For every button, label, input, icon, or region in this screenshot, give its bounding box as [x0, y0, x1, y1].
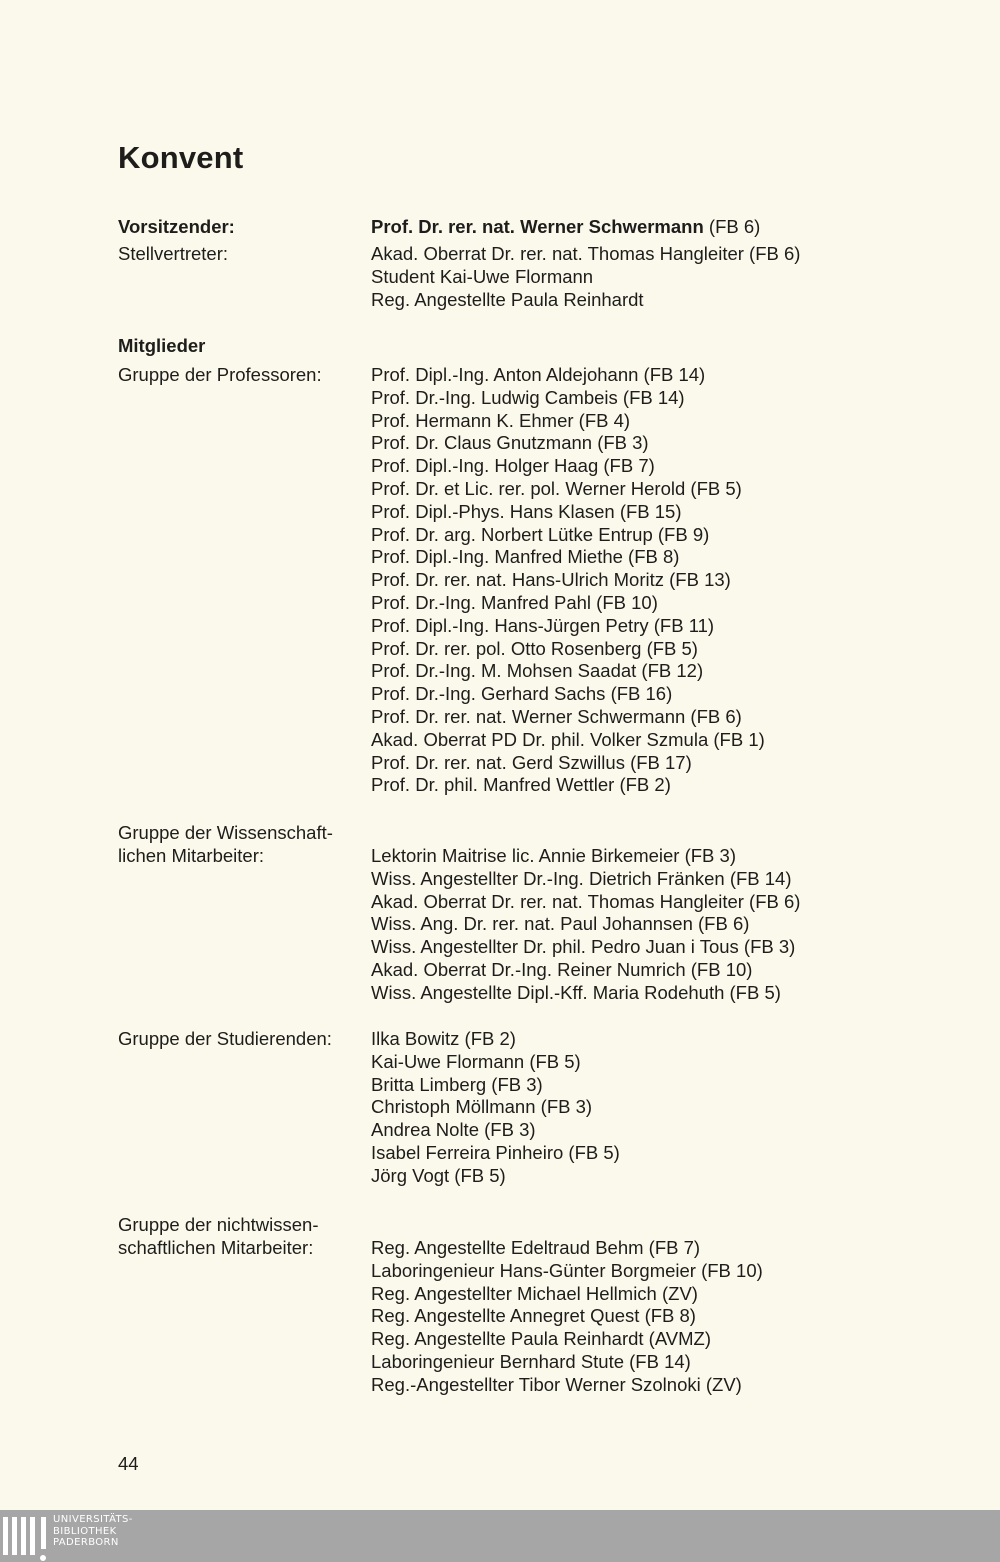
list-item: Akad. Oberrat Dr. rer. nat. Thomas Hangleiter (FB 6): [371, 890, 801, 912]
list-item: Prof. Dr.-Ing. Manfred Pahl (FB 10): [371, 591, 658, 613]
list-item: Laboringenieur Hans-Günter Borgmeier (FB 10): [371, 1259, 763, 1281]
list-item: Prof. Dr.-Ing. Ludwig Cambeis (FB 14): [371, 386, 685, 408]
library-name: [53, 1514, 133, 1549]
list-item: Prof. Dr. Claus Gnutzmann (FB 3): [371, 432, 649, 454]
group-label: Gruppe der Professoren:: [118, 364, 322, 385]
chair-name: Prof. Dr. rer. nat. Werner Schwermann: [371, 216, 704, 237]
list-item: Prof. Dr. et Lic. rer. pol. Werner Herold (FB 5): [371, 477, 742, 499]
list-item: Prof. Dr.-Ing. Gerhard Sachs (FB 16): [371, 683, 673, 705]
list-item: Kai-Uwe Flormann (FB 5): [371, 1050, 581, 1072]
list-item: Laboringenieur Bernhard Stute (FB 14): [371, 1350, 691, 1372]
list-item: Prof. Dr. rer. nat. Gerd Szwillus (FB 17): [371, 751, 692, 773]
list-item: Britta Limberg (FB 3): [371, 1073, 543, 1095]
list-item: Christoph Möllmann (FB 3): [371, 1096, 593, 1118]
library-name-line: BIBLIOTHEK: [53, 1525, 117, 1537]
list-item: Student Kai-Uwe Flormann: [371, 265, 594, 287]
list-item: Wiss. Angestellter Dr.-Ing. Dietrich Fränken (FB 14): [371, 867, 792, 889]
list-item: Prof. Dr. arg. Norbert Lütke Entrup (FB 9): [371, 523, 710, 545]
list-item: Prof. Dr. rer. nat. Hans-Ulrich Moritz (FB 13): [371, 569, 731, 591]
members-heading: Mitglieder: [118, 335, 206, 356]
list-item: Prof. Dipl.-Ing. Manfred Miethe (FB 8): [371, 546, 680, 568]
library-name-line: PADERBORN: [53, 1537, 119, 1548]
list-item: Prof. Dr. phil. Manfred Wettler (FB 2): [371, 774, 671, 796]
list-item: Wiss. Angestellter Dr. phil. Pedro Juan i Tous (FB 3): [371, 936, 796, 958]
list-item: Prof. Dr. rer. pol. Otto Rosenberg (FB 5): [371, 637, 698, 659]
library-footer: [0, 1510, 1000, 1562]
list-item: Prof. Hermann K. Ehmer (FB 4): [371, 409, 631, 431]
list-item: Isabel Ferreira Pinheiro (FB 5): [371, 1141, 620, 1163]
list-item: Wiss. Ang. Dr. rer. nat. Paul Johannsen (FB 6): [371, 913, 750, 935]
page-number: 44: [118, 1453, 139, 1474]
list-item: Andrea Nolte (FB 3): [371, 1119, 536, 1141]
group-label: [118, 1214, 368, 1260]
list-item: Prof. Dr.-Ing. M. Mohsen Saadat (FB 12): [371, 660, 704, 682]
list-item: Lektorin Maitrise lic. Annie Birkemeier (FB 3): [371, 845, 736, 866]
chair-value: [371, 216, 971, 239]
deputy-list: [371, 243, 971, 311]
list-item: Reg.-Angestellter Tibor Werner Szolnoki (ZV): [371, 1373, 742, 1395]
group-member-list: [371, 1028, 971, 1188]
list-item: Akad. Oberrat Dr.-Ing. Reiner Numrich (FB 10): [371, 958, 753, 980]
page-title: Konvent: [118, 140, 244, 175]
list-item: Prof. Dipl.-Phys. Hans Klasen (FB 15): [371, 500, 682, 522]
group-label: [118, 822, 368, 868]
deputy-label: Stellvertreter:: [118, 243, 229, 264]
list-item: Jörg Vogt (FB 5): [371, 1164, 506, 1186]
chair-label: Vorsitzender:: [118, 216, 235, 237]
group-label: Gruppe der Studierenden:: [118, 1028, 332, 1049]
list-item: Prof. Dr. rer. nat. Werner Schwermann (FB 6): [371, 705, 742, 727]
list-item: Prof. Dipl.-Ing. Holger Haag (FB 7): [371, 455, 655, 477]
group-label-line: Gruppe der nichtwissen-: [118, 1214, 319, 1235]
group-member-list: [371, 364, 971, 797]
list-item: Reg. Angestellter Michael Hellmich (ZV): [371, 1282, 698, 1304]
list-item: Prof. Dipl.-Ing. Anton Aldejohann (FB 14): [371, 364, 706, 385]
list-item: Wiss. Angestellte Dipl.-Kff. Maria Rodehuth (FB 5): [371, 981, 781, 1003]
list-item: Ilka Bowitz (FB 2): [371, 1028, 516, 1049]
group-label-line: lichen Mitarbeiter:: [118, 844, 265, 866]
list-item: Prof. Dipl.-Ing. Hans-Jürgen Petry (FB 11): [371, 614, 715, 636]
library-logo-icon: [3, 1517, 51, 1555]
library-name-line: UNIVERSITÄTS-: [53, 1514, 133, 1525]
group-label-line: Gruppe der Wissenschaft-: [118, 822, 333, 843]
list-item: Reg. Angestellte Paula Reinhardt: [371, 288, 644, 310]
list-item: Akad. Oberrat PD Dr. phil. Volker Szmula (FB 1): [371, 728, 765, 750]
group-member-list: [371, 845, 971, 1005]
list-item: Akad. Oberrat Dr. rer. nat. Thomas Hangleiter (FB 6): [371, 243, 801, 264]
list-item: Reg. Angestellte Edeltraud Behm (FB 7): [371, 1237, 701, 1258]
list-item: Reg. Angestellte Annegret Quest (FB 8): [371, 1305, 696, 1327]
list-item: Reg. Angestellte Paula Reinhardt (AVMZ): [371, 1328, 712, 1350]
group-label-line: schaftlichen Mitarbeiter:: [118, 1236, 314, 1258]
chair-dept: (FB 6): [708, 216, 761, 237]
group-member-list: [371, 1237, 971, 1397]
